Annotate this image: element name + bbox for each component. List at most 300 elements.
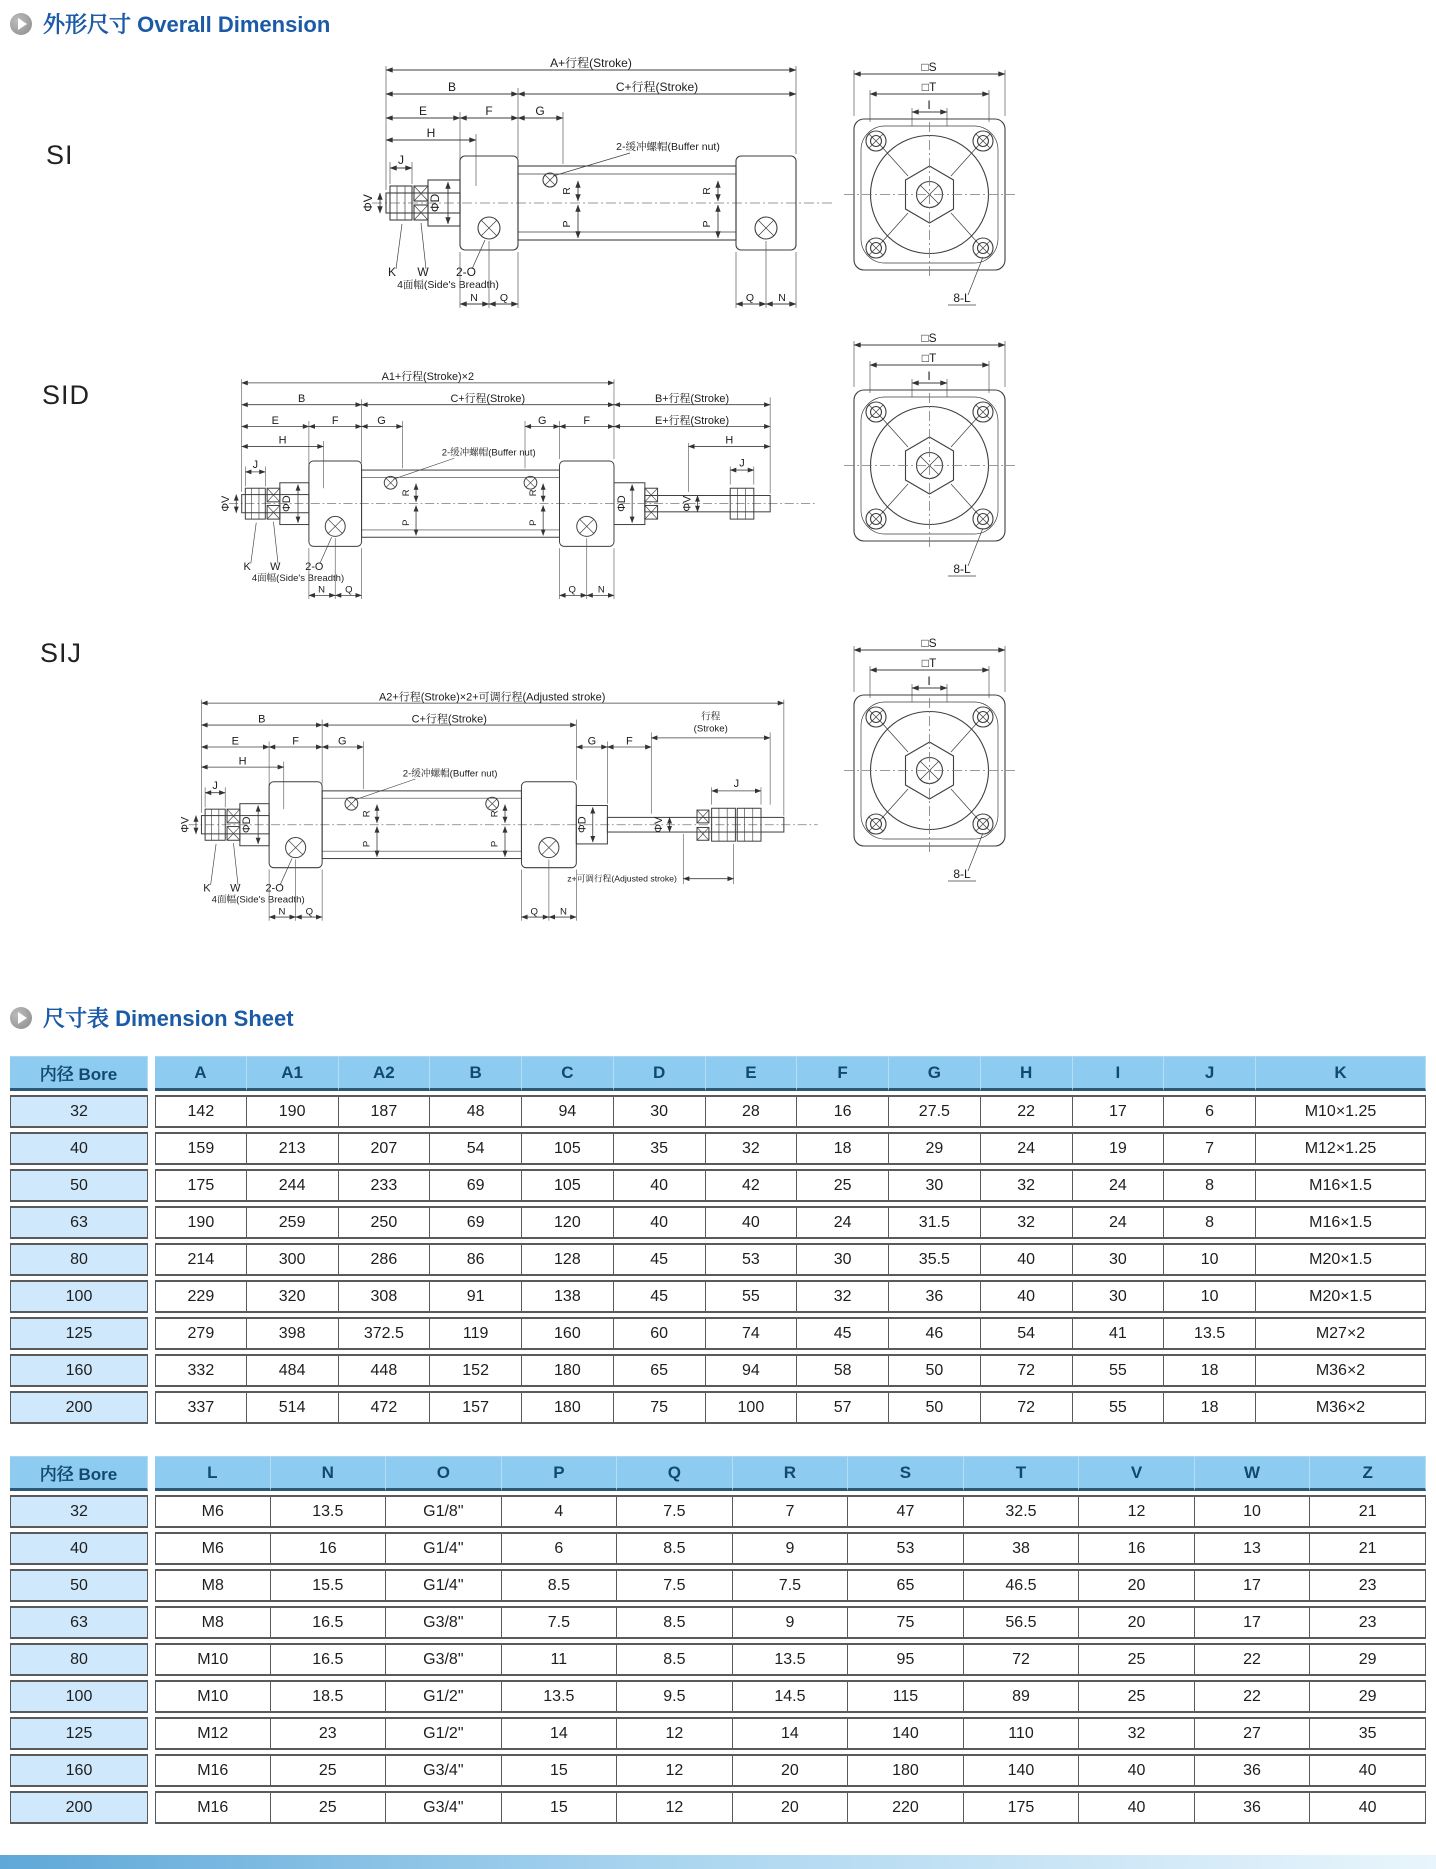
data-cell: 8.5 bbox=[617, 1643, 733, 1676]
table-row bbox=[10, 1206, 1426, 1239]
data-cell: 7.5 bbox=[733, 1569, 849, 1602]
dimension-label: C+行程(Stroke) bbox=[411, 713, 487, 726]
data-cell: 30 bbox=[614, 1095, 706, 1128]
data-cell: 40 bbox=[614, 1169, 706, 1202]
data-cell: 17 bbox=[1195, 1606, 1311, 1639]
column-header: N bbox=[271, 1456, 387, 1491]
data-cell: 40 bbox=[981, 1280, 1073, 1313]
data-cell: 60 bbox=[614, 1317, 706, 1350]
bore-cell: 80 bbox=[10, 1243, 148, 1276]
dimension-label: P bbox=[400, 519, 412, 526]
data-cell: M16 bbox=[155, 1754, 271, 1787]
dimension-label: 2-O bbox=[265, 882, 284, 895]
table-row bbox=[10, 1680, 1426, 1713]
data-cell: M20×1.5 bbox=[1256, 1280, 1426, 1313]
data-cell: 110 bbox=[964, 1717, 1080, 1750]
dimension-label: F bbox=[583, 414, 591, 427]
column-header: R bbox=[733, 1456, 849, 1491]
data-cell: 25 bbox=[1079, 1643, 1195, 1676]
data-cell: 36 bbox=[889, 1280, 981, 1313]
data-cell: 54 bbox=[981, 1317, 1073, 1350]
dimension-label: F bbox=[485, 104, 493, 118]
dimension-table-2 bbox=[10, 1452, 1426, 1828]
dimension-label: K bbox=[243, 560, 251, 573]
data-cell: M6 bbox=[155, 1495, 271, 1528]
data-cell: 15.5 bbox=[271, 1569, 387, 1602]
data-cell: 75 bbox=[614, 1391, 706, 1424]
dimension-label: 8-L bbox=[953, 867, 971, 881]
data-cell: 16 bbox=[797, 1095, 889, 1128]
table-row bbox=[10, 1280, 1426, 1313]
dimension-label: z+可调行程(Adjusted stroke) bbox=[567, 873, 677, 884]
data-cell: 7.5 bbox=[502, 1606, 618, 1639]
data-cell: 55 bbox=[1073, 1354, 1165, 1387]
data-cell: 187 bbox=[339, 1095, 431, 1128]
dimension-label: R bbox=[561, 187, 573, 195]
data-cell: M8 bbox=[155, 1606, 271, 1639]
table-row bbox=[10, 1132, 1426, 1165]
data-cell: 105 bbox=[522, 1132, 614, 1165]
data-cell: 23 bbox=[271, 1717, 387, 1750]
bore-cell: 40 bbox=[10, 1532, 148, 1565]
model-label-sij: SIJ bbox=[40, 638, 83, 668]
data-cell: 9 bbox=[733, 1606, 849, 1639]
dimension-label: J bbox=[398, 153, 404, 167]
data-cell: 320 bbox=[247, 1280, 339, 1313]
data-cell: 25 bbox=[797, 1169, 889, 1202]
bore-cell: 32 bbox=[10, 1095, 148, 1128]
data-cell: 86 bbox=[430, 1243, 522, 1276]
bore-cell: 125 bbox=[10, 1717, 148, 1750]
row-gap bbox=[148, 1643, 155, 1676]
data-cell: 140 bbox=[964, 1754, 1080, 1787]
data-cell: 28 bbox=[706, 1095, 798, 1128]
data-cell: 6 bbox=[502, 1532, 618, 1565]
data-cell: 40 bbox=[981, 1243, 1073, 1276]
dimension-label: J bbox=[252, 459, 259, 472]
data-cell: 53 bbox=[706, 1243, 798, 1276]
row-gap bbox=[148, 1280, 155, 1313]
data-cell: G3/8" bbox=[386, 1643, 502, 1676]
data-cell: 29 bbox=[1310, 1643, 1426, 1676]
row-gap bbox=[148, 1391, 155, 1424]
header-gap bbox=[148, 1056, 155, 1091]
data-cell: 22 bbox=[1195, 1680, 1311, 1713]
data-cell: 105 bbox=[522, 1169, 614, 1202]
table-row bbox=[10, 1243, 1426, 1276]
data-cell: 398 bbox=[247, 1317, 339, 1350]
dimension-label: 8-L bbox=[953, 562, 971, 576]
data-cell: 13.5 bbox=[502, 1680, 618, 1713]
row-gap bbox=[148, 1095, 155, 1128]
dimension-label: N bbox=[318, 584, 326, 596]
data-cell: 32 bbox=[706, 1132, 798, 1165]
column-header: Z bbox=[1310, 1456, 1426, 1491]
data-cell: 17 bbox=[1195, 1569, 1311, 1602]
data-cell: 24 bbox=[797, 1206, 889, 1239]
table-row bbox=[10, 1354, 1426, 1387]
column-header: A bbox=[155, 1056, 247, 1091]
data-cell: 213 bbox=[247, 1132, 339, 1165]
dimension-label: A+行程(Stroke) bbox=[550, 56, 632, 70]
data-cell: 8 bbox=[1164, 1206, 1256, 1239]
dimension-label: J bbox=[733, 778, 740, 791]
dimension-label: P bbox=[527, 519, 539, 526]
dimension-label: R bbox=[489, 810, 501, 818]
dimension-label: W bbox=[230, 882, 241, 895]
data-cell: 175 bbox=[964, 1791, 1080, 1824]
data-cell: 207 bbox=[339, 1132, 431, 1165]
dimension-label: ΦV bbox=[361, 194, 375, 212]
data-cell: 21 bbox=[1310, 1495, 1426, 1528]
data-cell: 15 bbox=[502, 1791, 618, 1824]
data-cell: 16 bbox=[271, 1532, 387, 1565]
data-cell: 115 bbox=[848, 1680, 964, 1713]
data-cell: 40 bbox=[1310, 1754, 1426, 1787]
row-gap bbox=[148, 1569, 155, 1602]
data-cell: 472 bbox=[339, 1391, 431, 1424]
data-cell: G3/8" bbox=[386, 1606, 502, 1639]
data-cell: 40 bbox=[706, 1206, 798, 1239]
data-cell: M27×2 bbox=[1256, 1317, 1426, 1350]
data-cell: 36 bbox=[1195, 1754, 1311, 1787]
data-cell: 55 bbox=[1073, 1391, 1165, 1424]
table-row bbox=[10, 1095, 1426, 1128]
dimension-label: 4面幅(Side's Breadth) bbox=[397, 279, 499, 291]
column-header: W bbox=[1195, 1456, 1311, 1491]
dimension-label: G bbox=[337, 735, 347, 748]
data-cell: 7 bbox=[733, 1495, 849, 1528]
data-cell: 18 bbox=[1164, 1391, 1256, 1424]
data-cell: 13.5 bbox=[271, 1495, 387, 1528]
row-gap bbox=[148, 1532, 155, 1565]
column-header: K bbox=[1256, 1056, 1426, 1091]
data-cell: 30 bbox=[797, 1243, 889, 1276]
dimension-label: E bbox=[271, 414, 279, 427]
table-row bbox=[10, 1532, 1426, 1565]
dimension-label: G bbox=[377, 414, 386, 427]
dimension-label: 2-缓冲螺帽(Buffer nut) bbox=[402, 768, 498, 780]
table-row bbox=[10, 1754, 1426, 1787]
data-cell: 484 bbox=[247, 1354, 339, 1387]
data-cell: 119 bbox=[430, 1317, 522, 1350]
data-cell: 128 bbox=[522, 1243, 614, 1276]
data-cell: 14.5 bbox=[733, 1680, 849, 1713]
dimension-label: F bbox=[331, 414, 339, 427]
dimension-label: B bbox=[297, 392, 306, 405]
column-header: T bbox=[964, 1456, 1080, 1491]
data-cell: 47 bbox=[848, 1495, 964, 1528]
bore-cell: 200 bbox=[10, 1391, 148, 1424]
dimension-label: J bbox=[739, 457, 745, 470]
data-cell: 100 bbox=[706, 1391, 798, 1424]
dimension-label: P bbox=[561, 220, 573, 228]
data-cell: 16.5 bbox=[271, 1643, 387, 1676]
dimension-label: H bbox=[725, 434, 734, 447]
data-cell: 21 bbox=[1310, 1532, 1426, 1565]
data-cell: 180 bbox=[522, 1354, 614, 1387]
data-cell: 23 bbox=[1310, 1569, 1426, 1602]
column-header: B bbox=[430, 1056, 522, 1091]
data-cell: 29 bbox=[889, 1132, 981, 1165]
data-cell: 40 bbox=[614, 1206, 706, 1239]
si-side-view-drawing bbox=[361, 56, 838, 308]
data-cell: 12 bbox=[617, 1754, 733, 1787]
column-header: I bbox=[1073, 1056, 1165, 1091]
dimension-label: □S bbox=[921, 60, 937, 74]
column-header: F bbox=[797, 1056, 889, 1091]
column-header: G bbox=[889, 1056, 981, 1091]
data-cell: 29 bbox=[1310, 1680, 1426, 1713]
data-cell: M36×2 bbox=[1256, 1391, 1426, 1424]
footer-accent-bar bbox=[0, 1855, 1436, 1869]
dimension-label: K bbox=[203, 882, 211, 895]
dimension-label: Q bbox=[745, 292, 755, 304]
dimension-label: N bbox=[470, 292, 478, 304]
bore-cell: 200 bbox=[10, 1791, 148, 1824]
data-cell: M10 bbox=[155, 1643, 271, 1676]
data-cell: 89 bbox=[964, 1680, 1080, 1713]
dimension-label: R bbox=[527, 489, 539, 497]
dimension-label: 2-O bbox=[455, 265, 477, 279]
table-row bbox=[10, 1495, 1426, 1528]
section-title-text: 尺寸表 Dimension Sheet bbox=[43, 1006, 294, 1031]
data-cell: 214 bbox=[155, 1243, 247, 1276]
dimension-label: 8-L bbox=[953, 291, 971, 305]
section-title-text: 外形尺寸 Overall Dimension bbox=[43, 12, 331, 37]
data-cell: 7.5 bbox=[617, 1569, 733, 1602]
model-label-si: SI bbox=[46, 140, 74, 170]
data-cell: 10 bbox=[1195, 1495, 1311, 1528]
data-cell: 13.5 bbox=[733, 1643, 849, 1676]
data-cell: 18.5 bbox=[271, 1680, 387, 1713]
dimension-label: Q bbox=[499, 292, 509, 304]
column-header: A1 bbox=[247, 1056, 339, 1091]
data-cell: 20 bbox=[1079, 1569, 1195, 1602]
data-cell: 35 bbox=[614, 1132, 706, 1165]
data-cell: 372.5 bbox=[339, 1317, 431, 1350]
bore-cell: 32 bbox=[10, 1495, 148, 1528]
bore-column-header: 内径 Bore bbox=[10, 1056, 148, 1091]
data-cell: 27.5 bbox=[889, 1095, 981, 1128]
data-cell: 20 bbox=[1079, 1606, 1195, 1639]
data-cell: 75 bbox=[848, 1606, 964, 1639]
column-header: Q bbox=[617, 1456, 733, 1491]
data-cell: G1/4" bbox=[386, 1532, 502, 1565]
dimension-label: ΦV bbox=[681, 495, 694, 512]
data-cell: 72 bbox=[964, 1643, 1080, 1676]
row-gap bbox=[148, 1717, 155, 1750]
column-header: S bbox=[848, 1456, 964, 1491]
dimension-label: □T bbox=[921, 80, 937, 94]
dimension-label: Q bbox=[530, 906, 538, 918]
table-row bbox=[10, 1717, 1426, 1750]
dimension-label: □S bbox=[921, 636, 937, 650]
bore-cell: 100 bbox=[10, 1280, 148, 1313]
column-header: P bbox=[502, 1456, 618, 1491]
table-row bbox=[10, 1791, 1426, 1824]
data-cell: 138 bbox=[522, 1280, 614, 1313]
data-cell: 40 bbox=[1310, 1791, 1426, 1824]
data-cell: 31.5 bbox=[889, 1206, 981, 1239]
data-cell: M16×1.5 bbox=[1256, 1206, 1426, 1239]
dimension-label: W bbox=[270, 560, 281, 573]
table-row bbox=[10, 1169, 1426, 1202]
dimension-label: ΦD bbox=[428, 193, 442, 213]
bore-cell: 63 bbox=[10, 1606, 148, 1639]
data-cell: 12 bbox=[617, 1717, 733, 1750]
data-cell: M10 bbox=[155, 1680, 271, 1713]
sij-side-view-drawing bbox=[179, 691, 825, 930]
data-cell: 91 bbox=[430, 1280, 522, 1313]
dimension-label: ΦD bbox=[280, 495, 293, 512]
row-gap bbox=[148, 1495, 155, 1528]
data-cell: 152 bbox=[430, 1354, 522, 1387]
data-cell: M20×1.5 bbox=[1256, 1243, 1426, 1276]
data-cell: 55 bbox=[706, 1280, 798, 1313]
dimension-label: B bbox=[447, 80, 457, 94]
data-cell: 18 bbox=[797, 1132, 889, 1165]
data-cell: 14 bbox=[733, 1717, 849, 1750]
data-cell: 250 bbox=[339, 1206, 431, 1239]
data-cell: 10 bbox=[1164, 1243, 1256, 1276]
data-cell: 7.5 bbox=[617, 1495, 733, 1528]
data-cell: 190 bbox=[155, 1206, 247, 1239]
dimension-label: C+行程(Stroke) bbox=[615, 80, 699, 94]
row-gap bbox=[148, 1317, 155, 1350]
dimension-label: E+行程(Stroke) bbox=[655, 414, 730, 427]
dimension-label: □S bbox=[921, 331, 937, 345]
data-cell: 48 bbox=[430, 1095, 522, 1128]
dimension-label: P bbox=[361, 840, 373, 848]
dimension-label: R bbox=[361, 810, 373, 818]
row-gap bbox=[148, 1606, 155, 1639]
data-cell: 69 bbox=[430, 1206, 522, 1239]
data-cell: 46 bbox=[889, 1317, 981, 1350]
row-gap bbox=[148, 1169, 155, 1202]
dimension-label: □T bbox=[921, 351, 937, 365]
data-cell: 23 bbox=[1310, 1606, 1426, 1639]
dimension-label: Q bbox=[568, 584, 576, 596]
bore-cell: 50 bbox=[10, 1169, 148, 1202]
dimension-label: F bbox=[625, 735, 633, 748]
data-cell: 180 bbox=[522, 1391, 614, 1424]
dimension-label: E bbox=[231, 735, 239, 748]
data-cell: 9 bbox=[733, 1532, 849, 1565]
data-cell: 12 bbox=[617, 1791, 733, 1824]
dimension-label: 2-缓冲螺帽(Buffer nut) bbox=[441, 447, 536, 459]
data-cell: 32.5 bbox=[964, 1495, 1080, 1528]
sid-end-view-drawing bbox=[842, 331, 1017, 580]
data-cell: 94 bbox=[706, 1354, 798, 1387]
sid-side-view-drawing bbox=[219, 371, 825, 599]
data-cell: 11 bbox=[502, 1643, 618, 1676]
data-cell: 72 bbox=[981, 1391, 1073, 1424]
dimension-label: ΦD bbox=[576, 816, 589, 834]
data-cell: 58 bbox=[797, 1354, 889, 1387]
data-cell: 14 bbox=[502, 1717, 618, 1750]
dimension-label: H bbox=[426, 126, 436, 140]
data-cell: 448 bbox=[339, 1354, 431, 1387]
table-row bbox=[10, 1317, 1426, 1350]
data-cell: 45 bbox=[797, 1317, 889, 1350]
data-cell: G3/4" bbox=[386, 1754, 502, 1787]
row-gap bbox=[148, 1791, 155, 1824]
data-cell: 279 bbox=[155, 1317, 247, 1350]
data-cell: M16×1.5 bbox=[1256, 1169, 1426, 1202]
data-cell: 36 bbox=[1195, 1791, 1311, 1824]
data-cell: 233 bbox=[339, 1169, 431, 1202]
table-row bbox=[10, 1606, 1426, 1639]
data-cell: 24 bbox=[1073, 1206, 1165, 1239]
data-cell: 259 bbox=[247, 1206, 339, 1239]
dimension-label: 2-O bbox=[305, 560, 324, 573]
section-bullet-icon bbox=[10, 1007, 32, 1029]
bore-column-header: 内径 Bore bbox=[10, 1456, 148, 1491]
dimension-label: ΦD bbox=[240, 816, 253, 834]
table-row bbox=[10, 1569, 1426, 1602]
data-cell: 50 bbox=[889, 1391, 981, 1424]
data-cell: 8.5 bbox=[617, 1606, 733, 1639]
data-cell: 13 bbox=[1195, 1532, 1311, 1565]
data-cell: 25 bbox=[271, 1791, 387, 1824]
column-header: D bbox=[614, 1056, 706, 1091]
data-cell: 45 bbox=[614, 1280, 706, 1313]
dimension-label: 2-缓冲螺帽(Buffer nut) bbox=[616, 141, 720, 153]
column-header: O bbox=[386, 1456, 502, 1491]
bore-cell: 80 bbox=[10, 1643, 148, 1676]
dimension-label: I bbox=[927, 369, 931, 383]
dimension-label: 4面幅(Side's Breadth) bbox=[211, 894, 305, 906]
dimension-label: B+行程(Stroke) bbox=[655, 392, 730, 405]
data-cell: 27 bbox=[1195, 1717, 1311, 1750]
dimension-label: ΦV bbox=[179, 816, 192, 833]
dimension-label: F bbox=[292, 735, 299, 748]
data-cell: 25 bbox=[271, 1754, 387, 1787]
data-cell: 56.5 bbox=[964, 1606, 1080, 1639]
data-cell: 157 bbox=[430, 1391, 522, 1424]
row-gap bbox=[148, 1754, 155, 1787]
data-cell: 24 bbox=[1073, 1169, 1165, 1202]
dimension-label: I bbox=[927, 674, 931, 688]
data-cell: 160 bbox=[522, 1317, 614, 1350]
dimension-label: (Stroke) bbox=[693, 723, 728, 735]
data-cell: 35 bbox=[1310, 1717, 1426, 1750]
data-cell: 24 bbox=[981, 1132, 1073, 1165]
dimension-label: I bbox=[927, 98, 931, 112]
dimension-label: N bbox=[597, 584, 605, 596]
data-cell: M12 bbox=[155, 1717, 271, 1750]
column-header: L bbox=[155, 1456, 271, 1491]
data-cell: 32 bbox=[1079, 1717, 1195, 1750]
data-cell: 300 bbox=[247, 1243, 339, 1276]
data-cell: 30 bbox=[889, 1169, 981, 1202]
data-cell: 13.5 bbox=[1164, 1317, 1256, 1350]
data-cell: 32 bbox=[981, 1206, 1073, 1239]
data-cell: M12×1.25 bbox=[1256, 1132, 1426, 1165]
data-cell: 180 bbox=[848, 1754, 964, 1787]
data-cell: 30 bbox=[1073, 1280, 1165, 1313]
data-cell: 46.5 bbox=[964, 1569, 1080, 1602]
data-cell: 32 bbox=[797, 1280, 889, 1313]
data-cell: 140 bbox=[848, 1717, 964, 1750]
data-cell: 16 bbox=[1079, 1532, 1195, 1565]
dimension-label: R bbox=[701, 187, 713, 195]
data-cell: 25 bbox=[1079, 1680, 1195, 1713]
data-cell: 40 bbox=[1079, 1754, 1195, 1787]
data-cell: 57 bbox=[797, 1391, 889, 1424]
dimension-label: P bbox=[489, 840, 501, 848]
